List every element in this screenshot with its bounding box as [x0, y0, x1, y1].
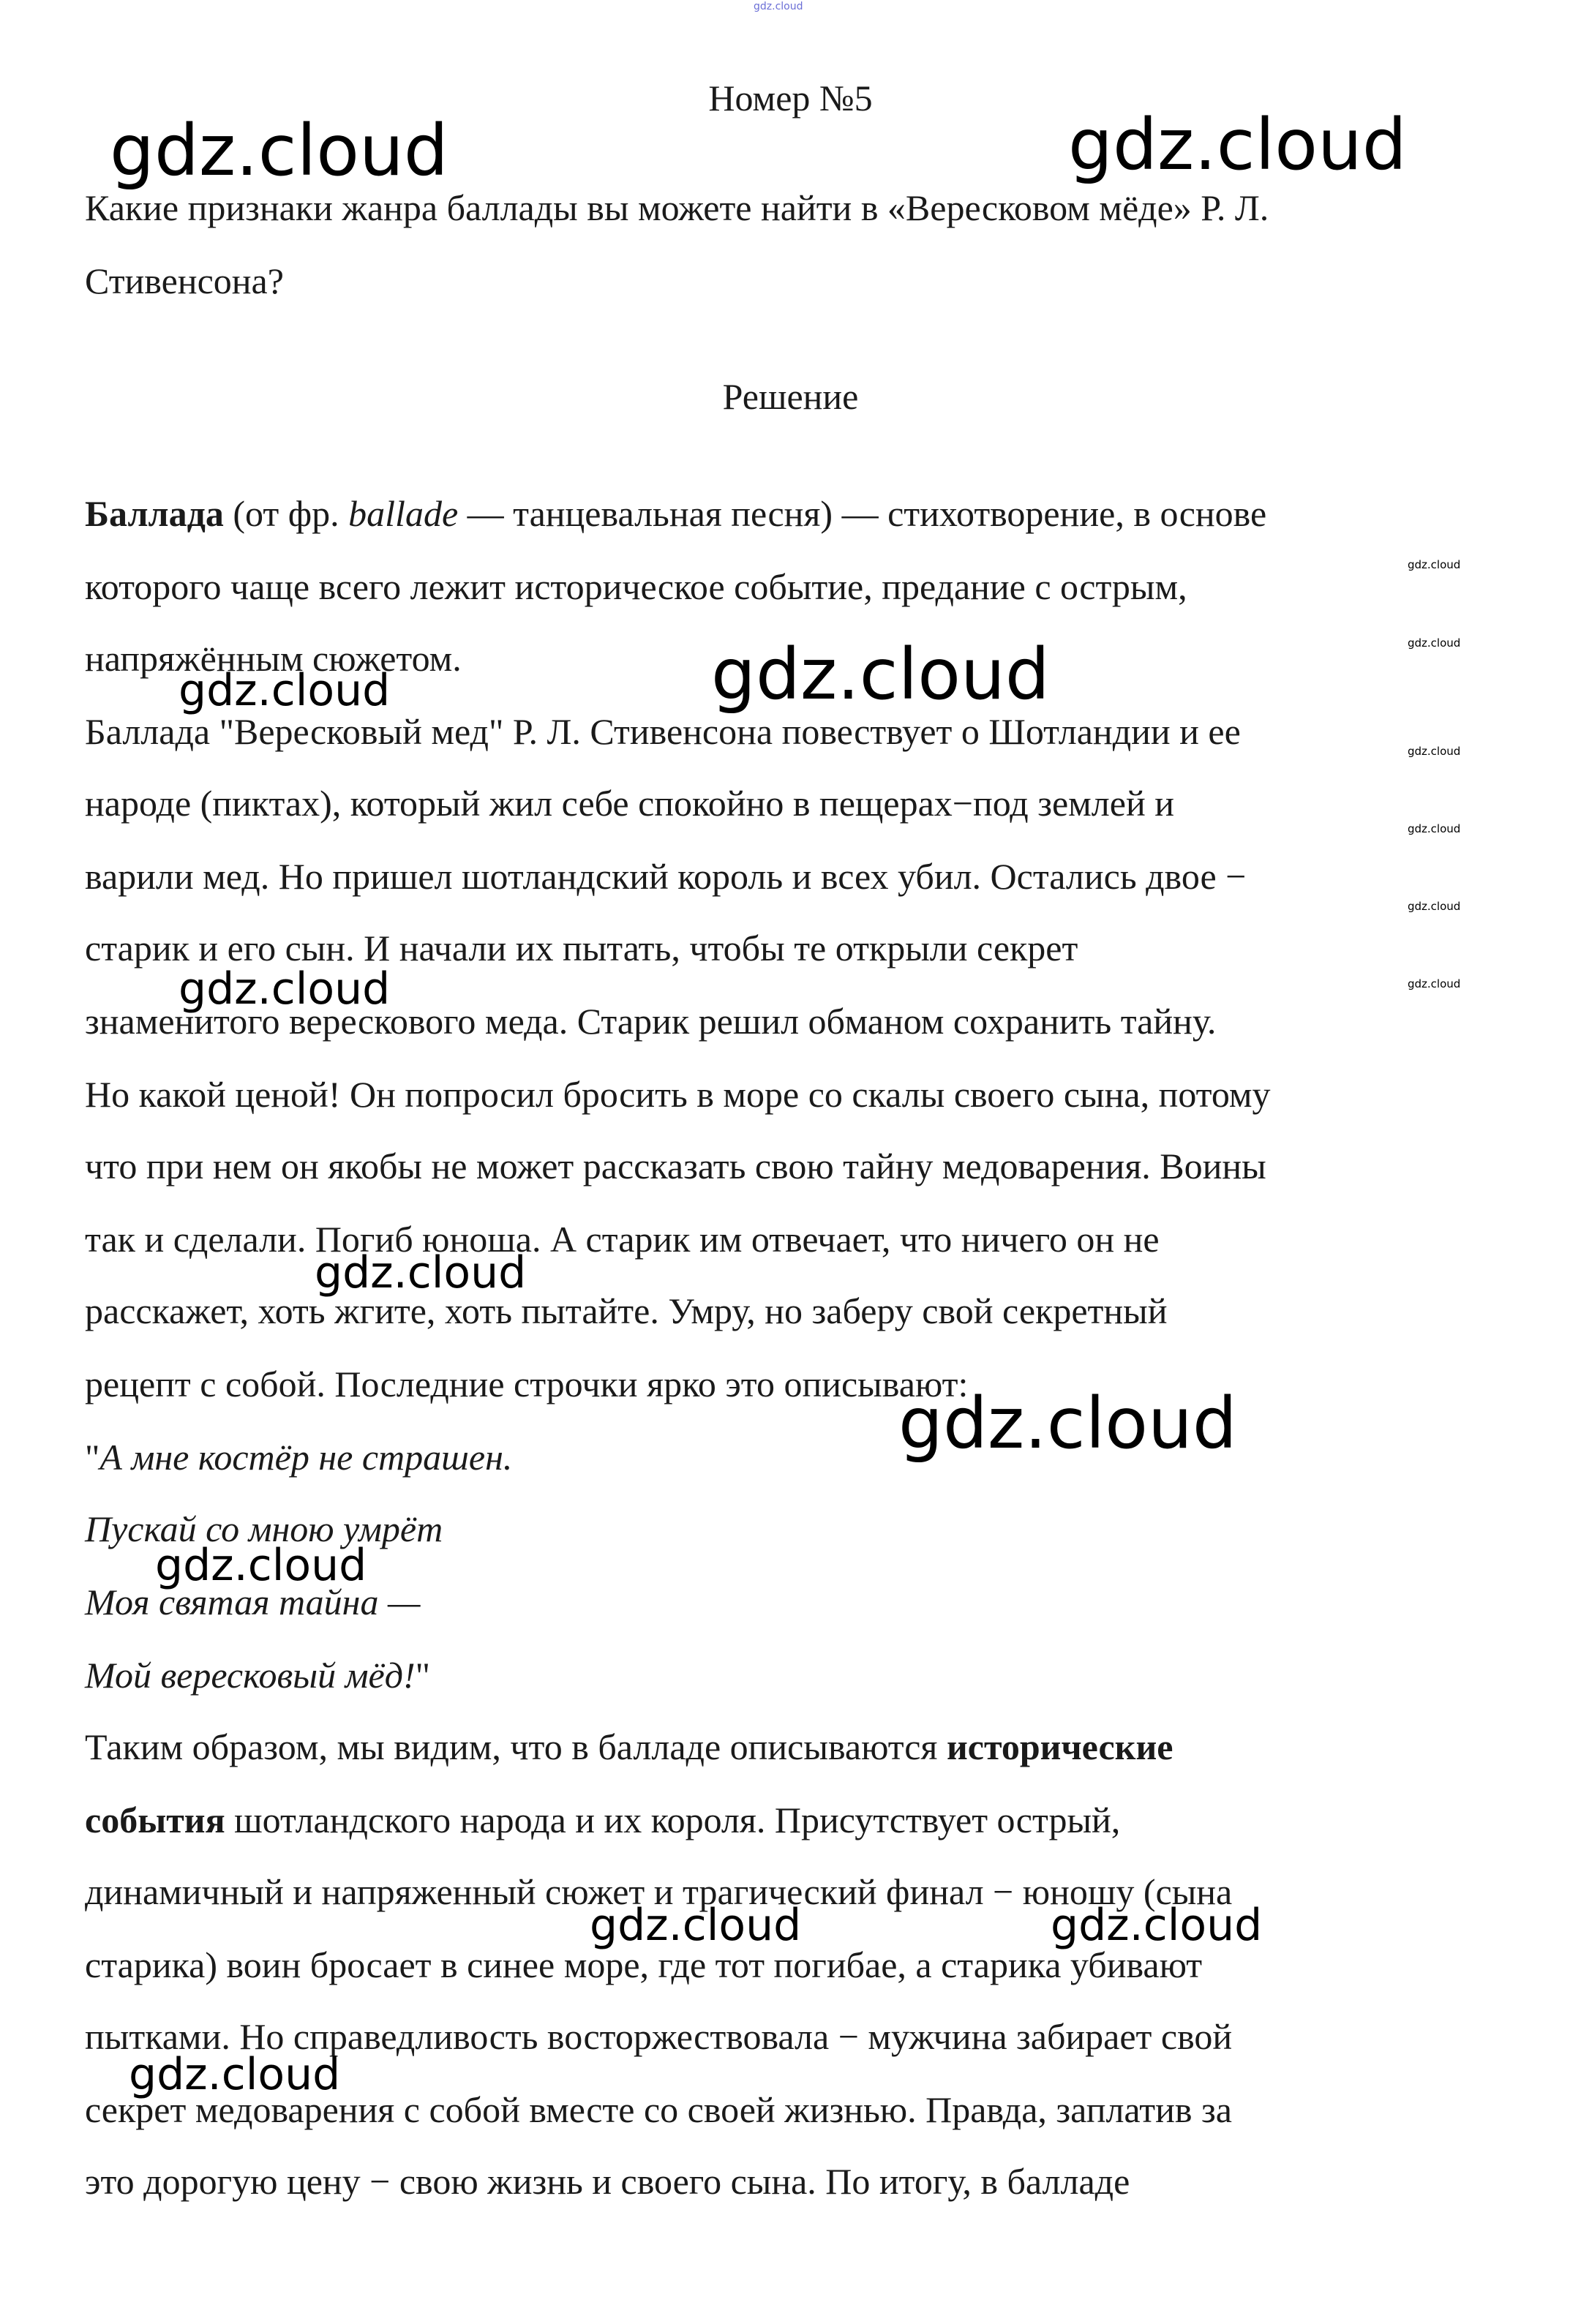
watermark: gdz.cloud: [179, 963, 391, 1015]
conclusion-line-2: [85, 1798, 1120, 1842]
watermark: gdz.cloud: [1408, 745, 1461, 758]
poem-text: Моя святая тайна —: [85, 1582, 421, 1622]
watermark: gdz.cloud: [1408, 558, 1461, 571]
definition-line-1: [85, 492, 1266, 535]
conclusion-line: это дорогую цену − свою жизнь и своего сына. По итогу, в балладе: [85, 2161, 1130, 2202]
page-title: Номер №5: [708, 78, 873, 119]
conclusion-line: старика) воин бросает в синее море, где тот погибае, а старика убивают: [85, 1944, 1203, 1985]
watermark: gdz.cloud: [1051, 1900, 1263, 1951]
definition-foreign-word: ballade: [348, 493, 459, 534]
definition-rest: — танцевальная песня) — стихотворение, в основе: [458, 493, 1267, 534]
poem-open-quote: ": [85, 1437, 100, 1478]
body-line: Но какой ценой! Он попросил бросить в море со скалы своего сына, потому: [85, 1074, 1271, 1115]
body-line: варили мед. Но пришел шотландский король и всех убил. Остались двое −: [85, 856, 1247, 897]
conclusion-bold: события: [85, 1800, 225, 1840]
question-line-2: Стивенсона?: [85, 260, 284, 301]
body-line: расскажет, хоть жгите, хоть пытайте. Умру, но заберу свой секретный: [85, 1290, 1168, 1331]
conclusion-line-1: [85, 1725, 1173, 1769]
body-line: что при нем он якобы не может рассказать свою тайну медоварения. Воины: [85, 1146, 1266, 1187]
conclusion-bold: исторические: [946, 1726, 1173, 1767]
poem-line-4: [85, 1653, 430, 1697]
watermark: gdz.cloud: [898, 1383, 1237, 1464]
watermark: gdz.cloud: [1068, 104, 1407, 186]
body-line: Баллада "Вересковый мед" Р. Л. Стивенсона повествует о Шотландии и ее: [85, 711, 1241, 752]
conclusion-line: динамичный и напряженный сюжет и трагический финал − юношу (сына: [85, 1871, 1233, 1912]
solution-heading: Решение: [722, 376, 859, 417]
poem-text: А мне костёр не страшен.: [99, 1437, 513, 1478]
watermark: gdz.cloud: [155, 1540, 367, 1591]
watermark: gdz.cloud: [179, 665, 391, 716]
body-line: так и сделали. Погиб юноша. А старик им отвечает, что ничего он не: [85, 1219, 1160, 1260]
definition-term: Баллада: [85, 493, 224, 534]
poem-text: Пускай со мною умрёт: [85, 1508, 443, 1549]
watermark: gdz.cloud: [129, 2049, 341, 2100]
conclusion-line: секрет медоварения с собой вместе со своей жизнью. Правда, заплатив за: [85, 2089, 1232, 2130]
poem-text: Мой вересковый мёд!: [85, 1655, 416, 1696]
body-line: рецепт с собой. Последние строчки ярко это описывают:: [85, 1364, 969, 1404]
watermark: gdz.cloud: [1408, 977, 1461, 990]
watermark: gdz.cloud: [1408, 900, 1461, 913]
watermark: gdz.cloud: [590, 1900, 802, 1951]
conclusion-line: пытками. Но справедливость восторжествовала − мужчина забирает свой: [85, 2016, 1233, 2057]
watermark: gdz.cloud: [1408, 822, 1461, 835]
body-line: знаменитого верескового меда. Старик решил обманом сохранить тайну.: [85, 1001, 1217, 1042]
watermark: gdz.cloud: [711, 633, 1050, 715]
definition-line-2: которого чаще всего лежит историческое событие, предание с острым,: [85, 566, 1187, 607]
poem-line-1: [85, 1435, 512, 1479]
watermark: gdz.cloud: [110, 110, 448, 192]
poem-close-quote: ": [415, 1655, 431, 1696]
header-watermark: gdz.cloud: [754, 1, 803, 12]
conclusion-text: шотландского народа и их короля. Присутствует острый,: [225, 1800, 1121, 1840]
question-line-1: Какие признаки жанра баллады вы можете найти в «Вересковом мёде» Р. Л.: [85, 187, 1269, 228]
watermark: gdz.cloud: [315, 1247, 527, 1298]
conclusion-text: Таким образом, мы видим, что в балладе описываются: [85, 1726, 947, 1767]
body-line: народе (пиктах), который жил себе спокойно в пещерах−под землей и: [85, 783, 1174, 824]
definition-line-3: напряжённым сюжетом.: [85, 638, 462, 679]
body-line: старик и его сын. И начали их пытать, чтобы те открыли секрет: [85, 928, 1078, 969]
definition-prefix: (от фр.: [223, 493, 349, 534]
watermark: gdz.cloud: [1408, 636, 1461, 650]
